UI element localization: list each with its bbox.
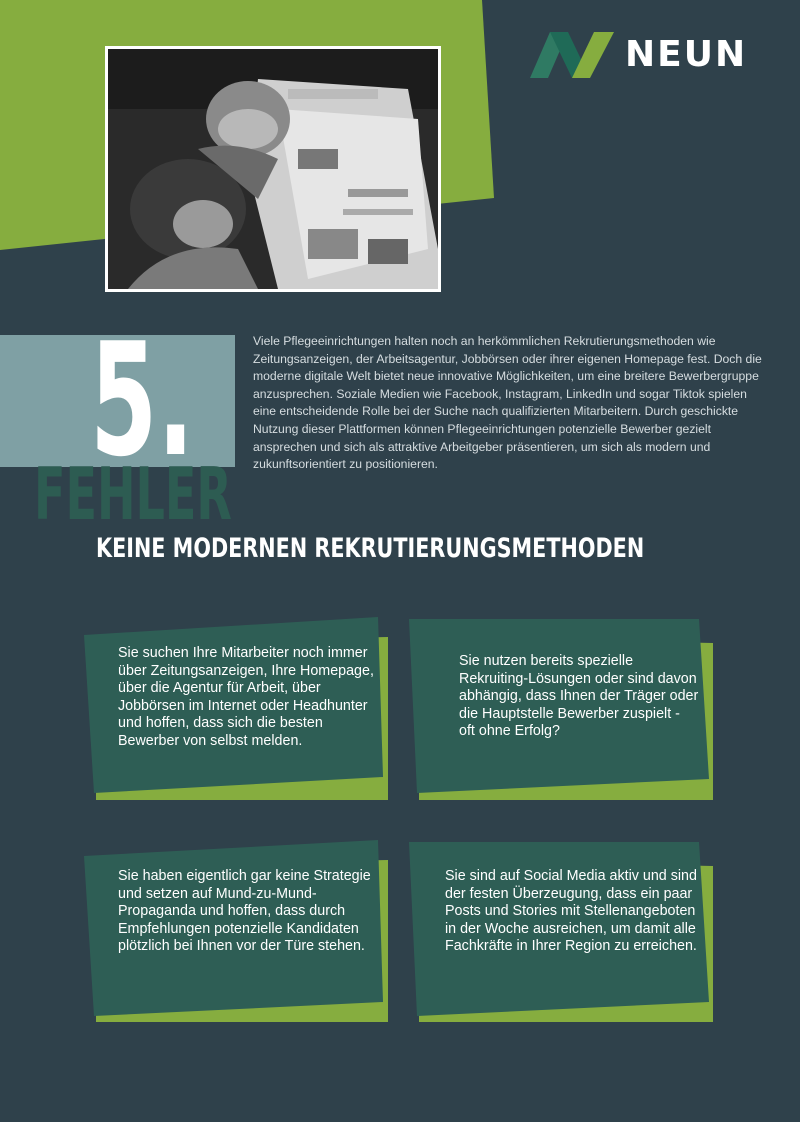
statement-card-4 bbox=[405, 838, 715, 1023]
card-text: Sie nutzen bereits spezielle Rekruiting-Lösungen oder sind davon abhängig, dass Ihnen der Träger oder die Hauptstelle Bewerber zuspielt - oft ohne Erfolg? bbox=[459, 653, 699, 740]
neun-logo-mark-icon bbox=[528, 28, 620, 82]
logo-text: NEUN bbox=[625, 34, 748, 75]
statement-card-2 bbox=[405, 615, 715, 800]
statement-card-3 bbox=[80, 838, 390, 1023]
newspaper-photo bbox=[105, 46, 441, 292]
card-text: Sie haben eigentlich gar keine Strategie und setzen auf Mund-zu-Mund-Propaganda und hoffen, dass durch Empfehlungen potenzielle Kandidaten plötzlich bei Ihnen vor der Türe stehen. bbox=[118, 868, 371, 955]
statement-card-1 bbox=[80, 615, 390, 800]
newspaper-readers-photo-icon bbox=[108, 49, 438, 289]
intro-paragraph: Viele Pflegeeinrichtungen halten noch an herkömmlichen Rekrutierungsmethoden wie Zeitungsanzeigen, der Arbeitsagentur, Jobbörsen oder ihrer eigenen Homepage fest. Doch die moderne digitale Welt bietet neue innovative Möglichkeiten, um eine breitere Bewerbergruppe anzusprechen. Soziale Medien wie Facebook, Instagram, LinkedIn und sogar Tiktok spielen eine entscheidende Rolle bei der Suche nach qualifizierten Mitarbeitern. Durch geschickte Nutzung dieser Plattformen können Pflegeeinrichtungen potenzielle Bewerber gezielt ansprechen und sich als attraktive Arbeitgeber präsentieren, um sich als modern und zukunftsorientiert zu positionieren. bbox=[253, 334, 762, 472]
section-headline: KEINE MODERNEN REKRUTIERUNGSMETHODEN bbox=[96, 533, 645, 564]
section-label: FEHLER bbox=[34, 452, 232, 536]
card-text: Sie sind auf Social Media aktiv und sind der festen Überzeugung, dass ein paar Posts und Stories mit Stellenangeboten in der Woche ausreichen, um damit alle Fachkräfte in Ihrer Region zu erreichen. bbox=[445, 868, 697, 955]
section-number: 5. bbox=[90, 309, 195, 491]
neun-logo bbox=[528, 28, 758, 82]
card-text: Sie suchen Ihre Mitarbeiter noch immer über Zeitungsanzeigen, Ihre Homepage, über die Agentur für Arbeit, über Jobbörsen im Internet oder Headhunter und hoffen, dass sich die besten Bewerber von selbst melden. bbox=[118, 645, 374, 749]
